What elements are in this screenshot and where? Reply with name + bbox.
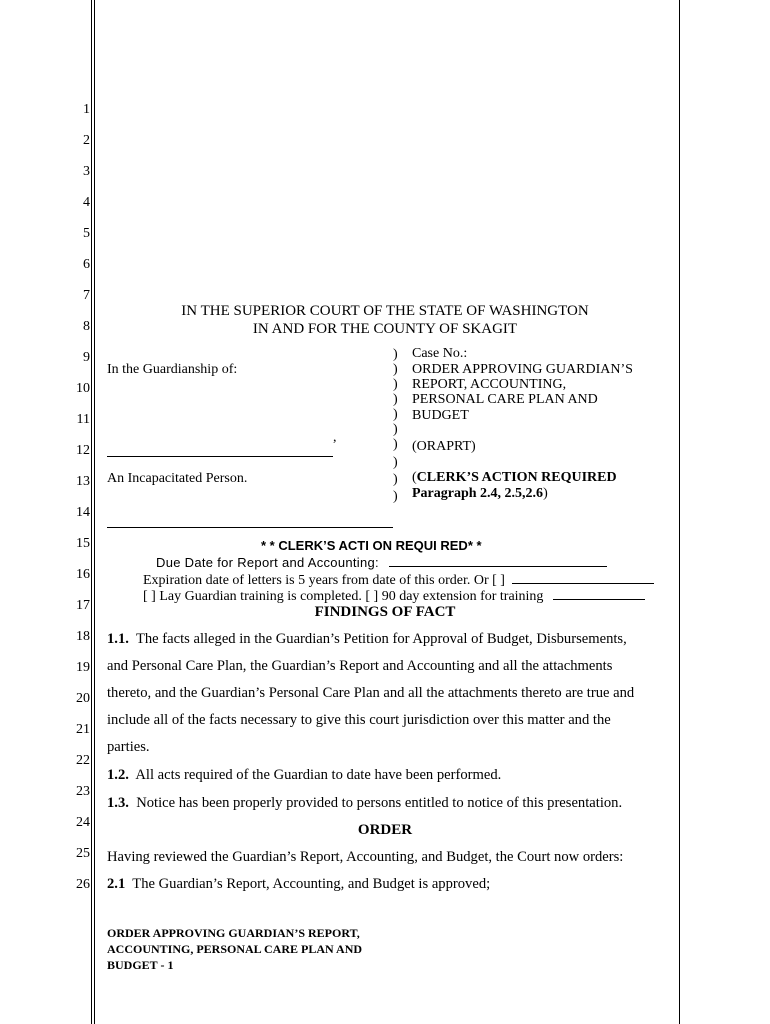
- finding-1-1-line: include all of the facts necessary to give this court jurisdiction over this matter and the: [107, 712, 611, 728]
- line-number: 4: [83, 195, 90, 210]
- line-number: 2: [83, 133, 90, 148]
- ward-name-comma: ,: [333, 430, 337, 445]
- caption-paren: ): [393, 407, 398, 422]
- finding-1-1-line: parties.: [107, 739, 150, 755]
- caption-paren: ): [393, 422, 398, 437]
- caption-paren: ): [393, 455, 398, 470]
- right-margin-rule: [679, 0, 680, 1024]
- line-number: 25: [76, 846, 90, 861]
- finding-1-1-text: The facts alleged in the Guardian’s Petition for Approval of Budget, Disbursements,: [135, 631, 627, 647]
- caption-paren: ): [393, 362, 398, 377]
- finding-1-2-text: All acts required of the Guardian to date have been performed.: [135, 767, 502, 783]
- ward-name-line: [107, 438, 333, 457]
- document-title-line: ORDER APPROVING GUARDIAN’S: [412, 362, 633, 377]
- finding-1-1-line: [107, 631, 627, 648]
- line-number: 26: [76, 877, 90, 892]
- line-number: 8: [83, 319, 90, 334]
- line-number: 20: [76, 691, 90, 706]
- lay-training-text: [ ] Lay Guardian training is completed. [ ] 90 day extension for training: [143, 589, 544, 604]
- finding-1-2: [107, 767, 501, 784]
- line-number: 23: [76, 784, 90, 799]
- caption-paren: ): [393, 392, 398, 407]
- footer-line: BUDGET - 1: [107, 958, 174, 972]
- clerk-action-open-paren: (: [412, 470, 417, 485]
- left-margin-rule-outer: [91, 0, 92, 1024]
- expiration-blank[interactable]: [512, 571, 654, 584]
- due-date-row: [156, 554, 607, 570]
- footer-line: ACCOUNTING, PERSONAL CARE PLAN AND: [107, 942, 363, 956]
- footer-line: ORDER APPROVING GUARDIAN’S REPORT,: [107, 926, 360, 940]
- finding-1-1-line: and Personal Care Plan, the Guardian’s Report and Accounting and all the attachments: [107, 658, 613, 674]
- finding-1-3-text: Notice has been properly provided to persons entitled to notice of this presentation.: [136, 795, 623, 811]
- document-code: (ORAPRT): [412, 439, 476, 454]
- line-number: 7: [83, 288, 90, 303]
- finding-1-1-line: thereto, and the Guardian’s Personal Care Plan and all the attachments thereto are true and: [107, 685, 635, 701]
- document-title-line: REPORT, ACCOUNTING,: [412, 377, 567, 392]
- line-number: 12: [76, 443, 90, 458]
- finding-1-1-number: 1.1.: [107, 631, 129, 647]
- order-2-1-number: 2.1: [107, 876, 126, 892]
- line-number: 22: [76, 753, 90, 768]
- clerk-action-required: [412, 470, 617, 486]
- due-date-blank[interactable]: [389, 554, 607, 567]
- document-title-line: BUDGET: [412, 408, 469, 423]
- court-heading-line1: IN THE SUPERIOR COURT OF THE STATE OF WASHINGTON: [181, 303, 589, 319]
- finding-1-3: [107, 795, 622, 812]
- finding-1-3-number: 1.3.: [107, 795, 129, 811]
- order-heading: ORDER: [357, 822, 413, 838]
- order-intro: Having reviewed the Guardian’s Report, Accounting, and Budget, the Court now orders:: [107, 849, 624, 865]
- caption-paren: ): [393, 437, 398, 452]
- clerk-action-paragraphs: [412, 486, 548, 502]
- left-margin-rule-inner: [94, 0, 95, 1024]
- lay-training-row: [143, 587, 645, 605]
- line-number: 16: [76, 567, 90, 582]
- line-number: 1: [83, 102, 90, 117]
- line-number: 3: [83, 164, 90, 179]
- caption-paren: ): [393, 347, 398, 362]
- clerk-required-heading: * * CLERK’S ACTI ON REQUI RED* *: [261, 538, 482, 553]
- line-number: 5: [83, 226, 90, 241]
- line-number: 11: [76, 412, 90, 427]
- line-number: 13: [76, 474, 90, 489]
- line-number: 15: [76, 536, 90, 551]
- caption-paren: ): [393, 489, 398, 504]
- finding-1-2-number: 1.2.: [107, 767, 129, 783]
- caption-paren: ): [393, 472, 398, 487]
- court-heading-line2: IN AND FOR THE COUNTY OF SKAGIT: [252, 321, 518, 337]
- expiration-text: Expiration date of letters is 5 years from date of this order. Or [ ]: [143, 573, 505, 588]
- caption-paren: ): [393, 377, 398, 392]
- line-number: 6: [83, 257, 90, 272]
- line-number: 18: [76, 629, 90, 644]
- line-number: 19: [76, 660, 90, 675]
- clerk-paragraphs-text: Paragraph 2.4, 2.5,2.6: [412, 486, 544, 501]
- findings-heading: FINDINGS OF FACT: [314, 604, 456, 620]
- line-number: 14: [76, 505, 90, 520]
- caption-bottom-line: [107, 509, 393, 528]
- line-number: 9: [83, 350, 90, 365]
- clerk-action-close-paren: ): [543, 486, 548, 501]
- due-date-label: Due Date for Report and Accounting:: [156, 555, 379, 570]
- line-number: 24: [76, 815, 90, 830]
- order-2-1-text: The Guardian’s Report, Accounting, and Budget is approved;: [132, 876, 491, 892]
- document-title-line: PERSONAL CARE PLAN AND: [412, 392, 598, 407]
- line-number: 17: [76, 598, 90, 613]
- line-number: 10: [76, 381, 90, 396]
- order-2-1: [107, 876, 490, 893]
- line-number: 21: [76, 722, 90, 737]
- case-number-label: Case No.:: [412, 346, 468, 361]
- guardianship-of-label: In the Guardianship of:: [107, 362, 238, 377]
- clerk-action-text: CLERK’S ACTION REQUIRED: [416, 470, 617, 485]
- incapacitated-person-label: An Incapacitated Person.: [107, 471, 248, 486]
- training-blank[interactable]: [553, 587, 645, 600]
